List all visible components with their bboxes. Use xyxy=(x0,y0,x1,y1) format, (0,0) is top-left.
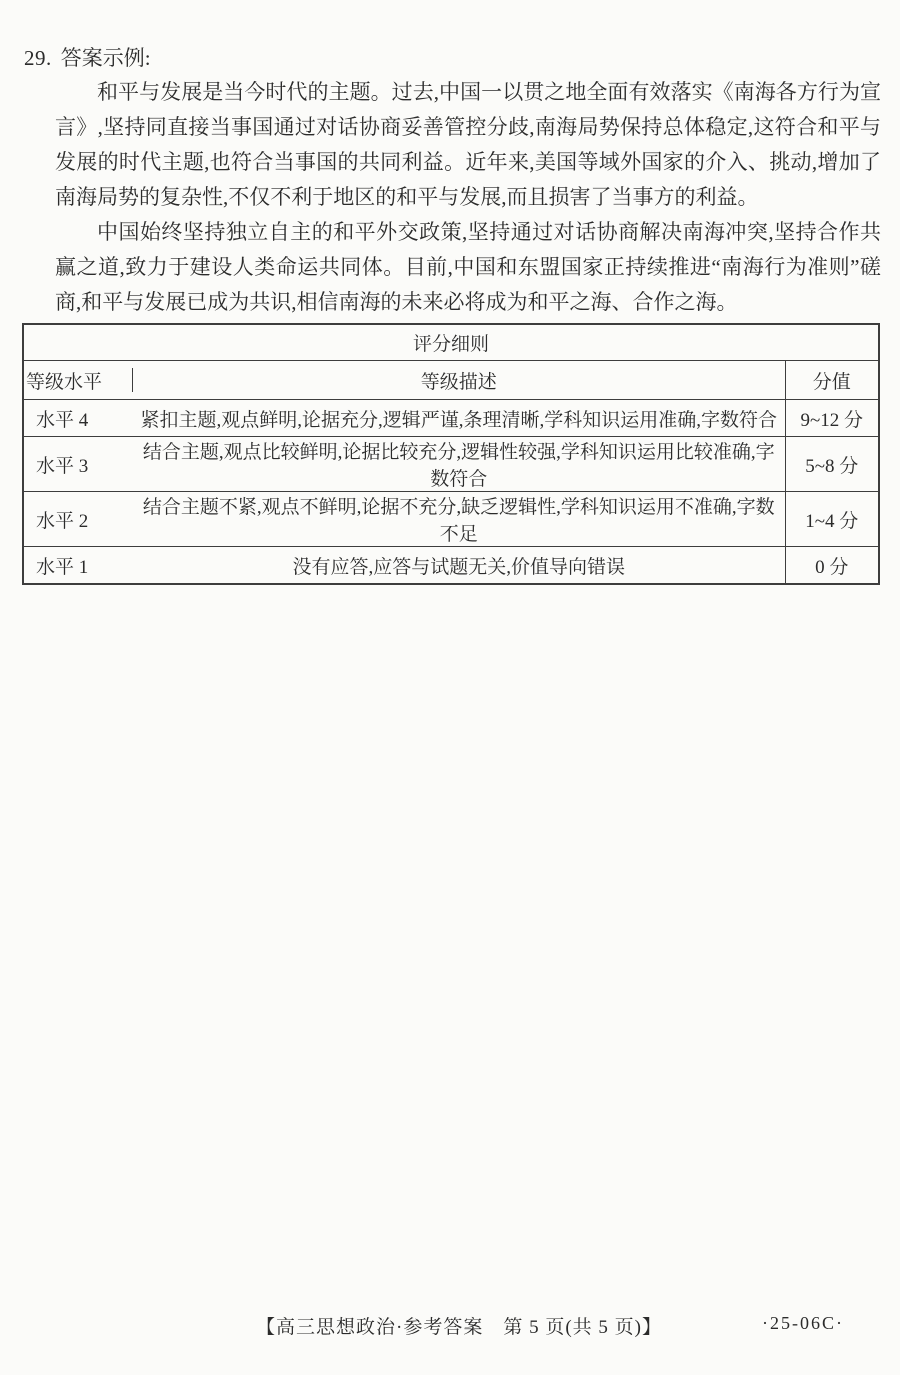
row-score: 9~12 分 xyxy=(785,400,879,437)
question-number: 29. xyxy=(24,46,52,70)
table-row xyxy=(23,492,879,547)
row-score: 5~8 分 xyxy=(785,437,879,492)
header-level: 等级水平 xyxy=(23,361,133,400)
header-score: 分值 xyxy=(785,361,879,400)
row-level: 水平 4 xyxy=(23,400,133,437)
scoring-rubric-table xyxy=(22,323,880,585)
answer-text-block xyxy=(55,75,881,320)
rubric-title-row xyxy=(23,324,879,361)
answer-paragraph-1: 和平与发展是当今时代的主题。过去,中国一以贯之地全面有效落实《南海各方行为宣言》,坚持同直接当事国通过对话协商妥善管控分歧,南海局势保持总体稳定,这符合和平与发展的时代主题,也符合当事国的共同利益。近年来,美国等域外国家的介入、挑动,增加了南海局势的复杂性,不仅不利于地区的和平与发展,而且损害了当事方的利益。 xyxy=(55,80,881,209)
row-level: 水平 3 xyxy=(23,437,133,492)
table-row xyxy=(23,437,879,492)
row-description: 紧扣主题,观点鲜明,论据充分,逻辑严谨,条理清晰,学科知识运用准确,字数符合 xyxy=(133,400,785,437)
question-heading xyxy=(24,46,151,70)
table-row xyxy=(23,547,879,585)
row-score: 0 分 xyxy=(785,547,879,585)
row-description: 结合主题,观点比较鲜明,论据比较充分,逻辑性较强,学科知识运用比较准确,字数符合 xyxy=(133,437,785,492)
header-description: 等级描述 xyxy=(133,361,785,400)
rubric-title: 评分细则 xyxy=(412,334,489,355)
answer-example-label: 答案示例: xyxy=(60,46,151,70)
footer-paper-code: ·25-06C· xyxy=(762,1313,844,1333)
footer-page-label: 【高三思想政治·参考答案 第 5 页(共 5 页)】 xyxy=(256,1317,662,1338)
row-level: 水平 1 xyxy=(23,547,133,585)
row-description: 没有应答,应答与试题无关,价值导向错误 xyxy=(133,547,785,585)
table-row xyxy=(23,400,879,437)
rubric-header-row xyxy=(23,361,879,400)
row-score: 1~4 分 xyxy=(785,492,879,547)
answer-paragraph-2: 中国始终坚持独立自主的和平外交政策,坚持通过对话协商解决南海冲突,坚持合作共赢之道,致力于建设人类命运共同体。目前,中国和东盟国家正持续推进“南海行为准则”磋商,和平与发展已成为共识,相信南海的未来必将成为和平之海、合作之海。 xyxy=(55,220,881,314)
row-level: 水平 2 xyxy=(23,492,133,547)
row-description: 结合主题不紧,观点不鲜明,论据不充分,缺乏逻辑性,学科知识运用不准确,字数不足 xyxy=(133,492,785,547)
